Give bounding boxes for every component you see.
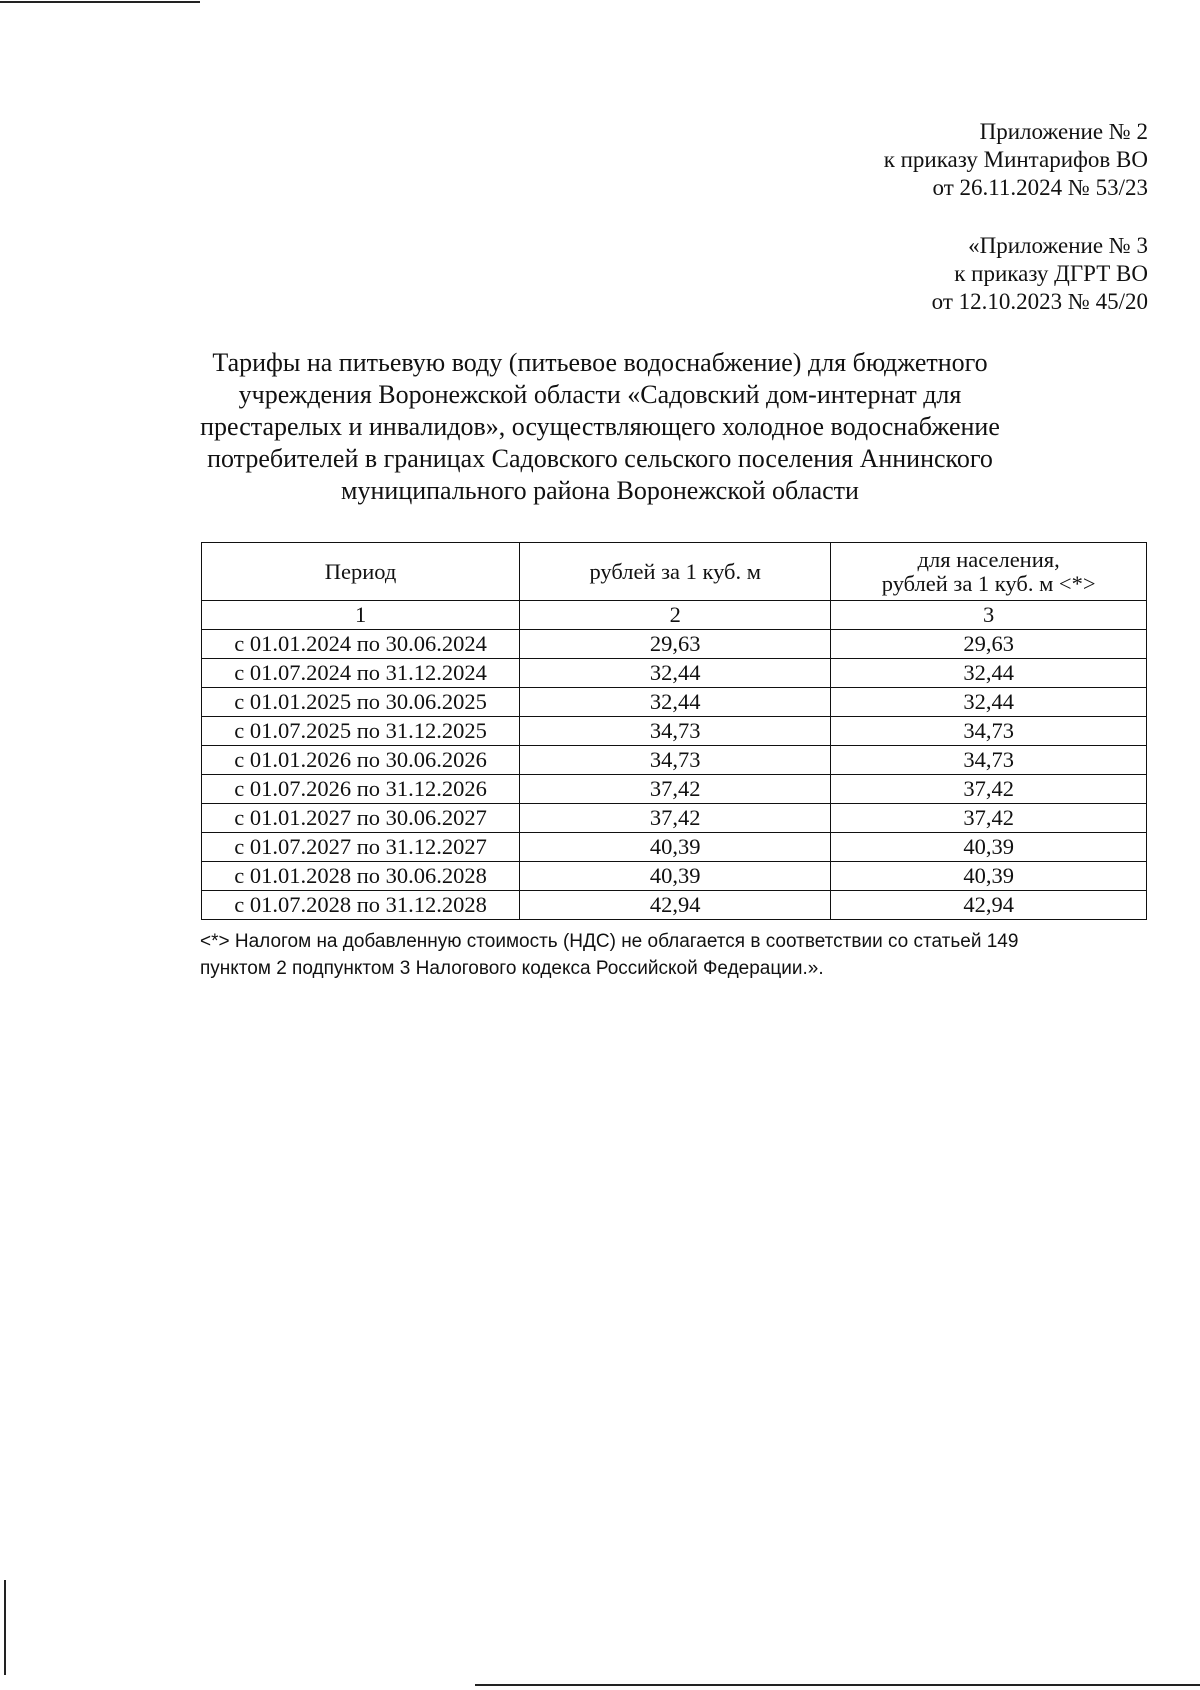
price-cell: 42,94	[520, 891, 831, 920]
column-numbers-row	[202, 601, 1147, 630]
scan-edge-line	[4, 1580, 6, 1675]
period-cell: с 01.01.2025 по 30.06.2025	[202, 688, 520, 717]
footnote-line: пунктом 2 подпунктом 3 Налогового кодекса Российской Федерации.».	[200, 958, 824, 979]
price-cell: 37,42	[520, 775, 831, 804]
appendix-line: «Приложение № 3	[968, 233, 1148, 258]
population-price-cell: 29,63	[831, 630, 1147, 659]
appendix-line: от 26.11.2024 № 53/23	[932, 175, 1148, 200]
price-cell: 40,39	[520, 862, 831, 891]
price-cell: 32,44	[520, 688, 831, 717]
header-period: Период	[202, 543, 520, 601]
table-row	[202, 717, 1147, 746]
footnote	[200, 928, 1100, 982]
appendix-reference-amended	[932, 232, 1148, 316]
table-row	[202, 891, 1147, 920]
period-cell: с 01.07.2025 по 31.12.2025	[202, 717, 520, 746]
footnote-line: <*> Налогом на добавленную стоимость (НДС) не облагается в соответствии со статьей 149	[200, 931, 1019, 952]
population-price-cell: 32,44	[831, 659, 1147, 688]
table-row	[202, 746, 1147, 775]
table-row	[202, 804, 1147, 833]
title-line: муниципального района Воронежской области	[341, 476, 859, 505]
population-price-cell: 32,44	[831, 688, 1147, 717]
population-price-cell: 37,42	[831, 775, 1147, 804]
title-line: потребителей в границах Садовского сельского поселения Аннинского	[207, 444, 993, 473]
period-cell: с 01.01.2026 по 30.06.2026	[202, 746, 520, 775]
price-cell: 34,73	[520, 746, 831, 775]
price-cell: 37,42	[520, 804, 831, 833]
table-row	[202, 630, 1147, 659]
population-price-cell: 40,39	[831, 833, 1147, 862]
period-cell: с 01.01.2028 по 30.06.2028	[202, 862, 520, 891]
appendix-line: к приказу Минтарифов ВО	[883, 147, 1148, 172]
population-price-cell: 37,42	[831, 804, 1147, 833]
tariff-table	[201, 542, 1147, 920]
population-price-cell: 34,73	[831, 717, 1147, 746]
title-line: Тарифы на питьевую воду (питьевое водоснабжение) для бюджетного	[212, 348, 988, 377]
table-row	[202, 833, 1147, 862]
appendix-line: от 12.10.2023 № 45/20	[931, 289, 1148, 314]
price-cell: 29,63	[520, 630, 831, 659]
appendix-line: к приказу ДГРТ ВО	[954, 261, 1148, 286]
table-row	[202, 862, 1147, 891]
title-line: престарелых и инвалидов», осуществляющего холодное водоснабжение	[200, 412, 1000, 441]
period-cell: с 01.01.2027 по 30.06.2027	[202, 804, 520, 833]
header-population-price	[831, 543, 1147, 601]
document-title	[200, 347, 1000, 507]
period-cell: с 01.01.2024 по 30.06.2024	[202, 630, 520, 659]
price-cell: 34,73	[520, 717, 831, 746]
header-population-line: рублей за 1 куб. м <*>	[881, 570, 1096, 596]
period-cell: с 01.07.2028 по 31.12.2028	[202, 891, 520, 920]
scan-edge-line	[475, 1684, 1200, 1686]
period-cell: с 01.07.2027 по 31.12.2027	[202, 833, 520, 862]
population-price-cell: 34,73	[831, 746, 1147, 775]
appendix-reference-new	[884, 118, 1148, 202]
table-header-row	[202, 543, 1147, 601]
period-cell: с 01.07.2024 по 31.12.2024	[202, 659, 520, 688]
price-cell: 40,39	[520, 833, 831, 862]
period-cell: с 01.07.2026 по 31.12.2026	[202, 775, 520, 804]
price-cell: 32,44	[520, 659, 831, 688]
header-price: рублей за 1 куб. м	[520, 543, 831, 601]
table-row	[202, 659, 1147, 688]
column-number: 3	[831, 601, 1147, 630]
appendix-line: Приложение № 2	[979, 119, 1148, 144]
table-row	[202, 775, 1147, 804]
title-line: учреждения Воронежской области «Садовский дом-интернат для	[238, 380, 962, 409]
scan-edge-line	[0, 1, 200, 3]
header-population-line: для населения,	[917, 546, 1060, 572]
table-row	[202, 688, 1147, 717]
column-number: 2	[520, 601, 831, 630]
population-price-cell: 42,94	[831, 891, 1147, 920]
column-number: 1	[202, 601, 520, 630]
population-price-cell: 40,39	[831, 862, 1147, 891]
